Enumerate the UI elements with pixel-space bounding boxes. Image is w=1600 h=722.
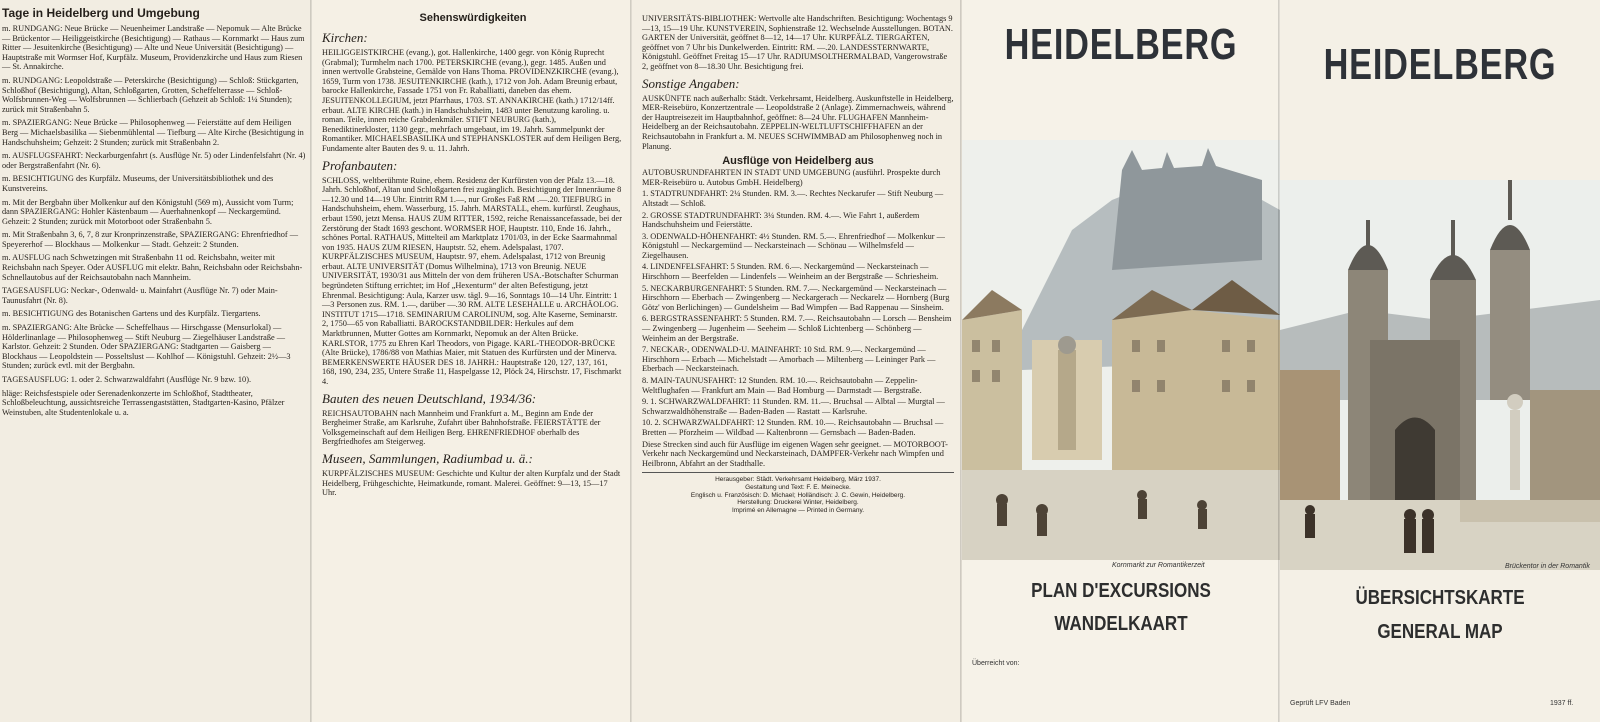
colophon — [642, 472, 954, 514]
sights-section-title: Profanbauten: — [322, 157, 398, 173]
sights-section-title: Museen, Sammlungen, Radiumbad u. ä.: — [322, 450, 533, 466]
year-note: 1937 ff. — [1550, 700, 1574, 707]
excursions-heading: Ausflüge von Heidelberg aus — [722, 155, 874, 168]
day-tour-item: m. BESICHTIGUNG des Botanischen Gartens und des Kurpfälz. Tiergartens. — [2, 309, 261, 319]
cover-subtitle-1: PLAN D'EXCURSIONS — [1031, 580, 1211, 602]
excursions-closing: Diese Strecken sind auch für Ausflüge im eigenen Wagen sehr geeignet. — MOTORBOOT-Verkehr nach Neckargemünd und Neckarsteinach, DAMPFER-Verkehr nach Wimpfen und Heilbronn, Abfahrt an der Stadthalle. — [642, 439, 948, 468]
tour-item: 2. GROSSE STADTRUNDFAHRT: 3¼ Stunden. RM. 4.—. Wie Fahrt 1, außerdem Handschuhsheim und Feierstätte. — [642, 210, 920, 230]
colophon-line: Englisch u. Französisch: D. Michael; Holländisch: J. C. Gewin, Heidelberg. — [690, 491, 906, 499]
presented-by-note: Überreicht von: — [972, 660, 1020, 667]
sights-section-title: Bauten des neuen Deutschland, 1934/36: — [322, 390, 537, 406]
tour-item: 8. MAIN-TAUNUSFAHRT: 12 Stunden. RM. 10.—. Reichsautobahn — Zeppelin-Weltflughafen — Frankfurt am Main — Bad Homburg — Darmstadt — Bergstraße. — [642, 376, 922, 395]
day-tour-item: m. RUNDGANG: Neue Brücke — Neuenheimer Landstraße — Nepomuk — Alte Brücke — Brückentor — Heiliggeistkirche (Besichtigung) — Rathaus — Kornmarkt — Haus zum Ritter — Jesuitenkirche (Besichtigung) — Alte und Neue Universität (Besichtigung) — Hauptstraße mit Wormser Hof, Kurpfälz. Museum, Providenzkirche und Haus zum Riesen — St. Annakirche. — [2, 24, 305, 72]
cover-subtitle-1: ÜBERSICHTSKARTE — [1355, 587, 1525, 609]
cover-subtitle-2: GENERAL MAP — [1377, 621, 1503, 643]
colophon-line: Herstellung: Druckerei Winter, Heidelberg. — [737, 499, 859, 507]
panel-sights — [312, 0, 632, 722]
cover-subtitle-2: WANDELKAART — [1054, 613, 1188, 635]
cover-panel-french-dutch — [962, 0, 1280, 722]
day-tour-item: TAGESAUSFLUG: Neckar-, Odenwald- u. Mainfahrt (Ausflüge Nr. 7) oder Main-Taunusfahrt (Nr. 8). — [2, 286, 278, 305]
sights-sections — [322, 30, 624, 498]
panel1-heading: Tage in Heidelberg und Umgebung — [2, 6, 200, 20]
colophon-line: Gestaltung und Text: F. E. Meinecke. — [745, 483, 851, 491]
cover-caption: Kornmarkt zur Romantikerzeit — [1112, 562, 1205, 569]
tour-item: 10. 2. SCHWARZWALDFAHRT: 12 Stunden. RM. 10.—. Reichsautobahn — Bruchsal — Bretten — Pforzheim — Wildbad — Kaltenbronn — Gernsbach — Baden-Baden. — [642, 418, 944, 437]
sights-section-text: KURPFÄLZISCHES MUSEUM: Geschichte und Kultur der alten Kurpfalz und der Stadt Heidelberg, Frühgeschichte, Heimatkunde, romant. Malerei. Geöffnet: 9—13, 15—17 Uhr. — [322, 468, 621, 498]
tour-item: 9. 1. SCHWARZWALDFAHRT: 11 Stunden. RM. 11.—. Bruchsal — Albtal — Murgtal — Schwarzwaldhöhenstraße — Baden-Baden — Rastatt — Karlsruhe. — [642, 397, 945, 416]
day-tour-item: m. BESICHTIGUNG des Kurpfälz. Museums, der Universitätsbibliothek und des Kunstvereins. — [2, 174, 274, 193]
day-tour-item: m. AUSFLUGSFAHRT: Neckarburgenfahrt (s. Ausflüge Nr. 5) oder Lindenfelsfahrt (Nr. 4) oder Bergstraßenfahrt (Nr. 6). — [2, 151, 306, 170]
day-tour-item: hläge: Reichsfestspiele oder Serenadenkonzerte im Schloßhof, Stadttheater, Schloßbeleuchtung, aussichtsreiche Terrassengaststätten, Stadtgarten-Kasino, Pfälzer Weinstuben, alte Studentenlokale u. a. — [2, 388, 285, 417]
panel-day-tours — [0, 0, 312, 722]
tour-item: 5. NECKARBURGENFAHRT: 5 Stunden. RM. 7.—. Neckargemünd — Neckarsteinach — Hirschhorn — Eberbach — Zwingenberg — Neckargerach — Neckarelz — Hornberg (Burg Götz' von Berlichingen) — Gundelsheim — Bad Wimpfen — Bad Rappenau — Sinsheim. — [642, 283, 950, 312]
sights-section-text: HEILIGGEISTKIRCHE (evang.), got. Hallenkirche, 1400 gegr. von König Ruprecht (Grabmal); Turmhelm nach 1700. PETERSKIRCHE (evang.), gegr. 1485. Außen und innen wertvolle Grabsteine, Gemälde von Hans Thoma. PROVIDENZKIRCHE (evang.), 1659, Turm von 1738. JESUITENKIRCHE (kath.), 1712 von Joh. Adam Breunig erbaut, barocke Hallenkirche, Fassade 1751 von Fr. Raballiatti, daneben das ehem. JESUITENKOLLEGIUM, jetzt Pfarrhaus, 1703. ST. ANNAKIRCHE (kath.) 1712/14ff. erbaut. ALTE KIRCHE (kath.) in Handschuhsheim, 1483 unter Benutzung karoling. u. roman. Teile, innen reiche Grabdenkmäler. STIFT NEUBURG (kath.), Benediktinerkloster, 1130 gegr., mehrfach umgebaut, im 19. Jahrh. Sammelpunkt der Romantiker. MICHAELSBASILIKA und STEPHANSKLOSTER auf dem Heiligen Berg, Fundamente alter Bauten des 9. u. 11. Jahrh. — [322, 48, 622, 153]
tour-item: 4. LINDENFELSFAHRT: 5 Stunden. RM. 6.—. Neckargemünd — Neckarsteinach — Hirschhorn — Beerfelden — Lindenfels — Weinheim an der Bergstraße — Schriesheim. — [642, 262, 939, 282]
day-tour-item: m. Mit der Bergbahn über Molkenkur auf den Königstuhl (569 m), Aussicht vom Turm; dann SPAZIERGANG: Hohler Kästenbaum — Auerhahnenkopf — Neckargemünd. Gehzeit: 2 Stunden; zurück mit Motorboot oder Straßenbahn 5. — [2, 197, 294, 226]
day-tour-item: m. SPAZIERGANG: Neue Brücke — Philosophenweg — Feierstätte auf dem Heiligen Berg — Michaelsbasilika — Siebenmühlental — Tiefburg — Alte Kirche (Besichtigung in Handschuhsheim; Gehzeit: 2 Stunden; zurück mit Straßenbahn 2. — [2, 118, 304, 147]
day-tour-item: TAGESAUSFLUG: 1. oder 2. Schwarzwaldfahrt (Ausflüge Nr. 9 bzw. 10). — [2, 375, 252, 384]
day-tour-item: m. AUSFLUG nach Schwetzingen mit Straßenbahn 11 od. Reichsbahn, weiter mit Reichsbahn nach Speyer. Oder AUSFLUG mit elektr. Bahn, Reichsbahn oder Reichsbahn-Schnellautobus auf der Reichsautobahn nach Mannheim. — [2, 253, 303, 282]
sights-section-text: SCHLOSS, weltberühmte Ruine, ehem. Residenz der Kurfürsten von der Pfalz 13.—18. Jahrh. Schloßhof, Altan und Schloßgarten frei zugänglich. Besichtigung der Innenräume 8—12.30 und 14—19 Uhr. Eintritt RM 1.—, nur Großes Faß RM .—.20. TIEFBURG in Handschuhsheim, ehem. Wasserburg, 15. Jahrh. MARSTALL, ehem. kurfürstl. Zeughaus, erbaut 1590, jetzt Mensa. HAUS ZUM RITTER, 1592, reiche Renaissancefassade, bei der Zerstörung der Stadt 1693 geschont. WORMSER HOF, Hauptstr. 110, Ende 16. Jahrh., schönes Portal. RATHAUS, Mittelteil am Marktplatz 1701/03, in der Ecke Saarmahnmal von 1935. HAUS ZUM RIESEN, Hauptstr. 52, ehem. Adelspalast, 1707. KURPFÄLZISCHES MUSEUM, Hauptstr. 97, ehem. Adelspalast, 1712 von Breunig erbaut. ALTE UNIVERSITÄT (Domus Wilhelmina), 1713 von Breunig. NEUE UNIVERSITÄT, 1930/31 aus Mitteln der von dem früheren USA.-Botschafter Schurman begründeten Stiftung errichtet; im Hof „Hexenturm“ der alten Befestigung, jetzt Ehrenmal. Besichtigung: Aula, Karzer usw. tägl. 9—16, Sonntags 10—14 Uhr. Eintritt: 1—3 Personen zus. RM. 1.—, darüber —.30 RM. ALTE LESEHALLE u. ARCHÄOLOG. INSTITUT 1715—1718. SEMINARIUM CAROLINUM, sog. Alte Kaserne, Seminarstr. 2, 1750—65 von Raballiatti. BAROCKSTANDBILDER: Herkules auf dem Marktbrunnen, Mutter Gottes am Kornmarkt, Nepomuk an der Alten Brücke. KARLSTOR, 1775 zu Ehren Karl Theodors, von Pigage. KARL-THEODOR-BRÜCKE (Alte Brücke), 1786/88 von Mathias Maier, mit Statuen des Kurfürsten und der Minerva. BEMERKENSWERTE HÄUSER DES 18. JAHRH.: Hauptstraße 120, 127, 137, 161, 168, 190, 234, 235, Untere Straße 11, Haspelgasse 12, Plöck 24, Hirschstr. 17, Fischmarkt 4. — [322, 175, 622, 386]
tour-item: 3. ODENWALD-HÖHENFAHRT: 4½ Stunden. RM. 5.—. Ehrenfriedhof — Molkenkur — Königstuhl — Neckargemünd — Neckarsteinach — Schönau — Wilhelmsfeld — Ziegelhausen. — [642, 231, 945, 260]
tour-item: 1. STADTRUNDFAHRT: 2¼ Stunden. RM. 3.—. Rechtes Neckarufer — Stift Neuburg — Altstadt — Schloß. — [642, 189, 944, 208]
sights-section-text: REICHSAUTOBAHN nach Mannheim und Frankfurt a. M., Beginn am Ende der Bergheimer Straße, am Karlsruhe, Zufahrt über Bahnhofstraße. FEIERSTÄTTE der Volksgemeinschaft auf dem Heiligen Berg. EHRENFRIEDHOF oberhalb des Bergfriedhofes am Steigerweg. — [322, 408, 601, 447]
brueckentor-illustration — [1280, 180, 1600, 570]
library-info-text: UNIVERSITÄTS-BIBLIOTHEK: Wertvolle alte Handschriften. Besichtigung: Wochentags 9—13, 15—19 Uhr. KUNSTVEREIN, Sophienstraße 12. Wechselnde Ausstellungen. BOTAN. GARTEN der Universität, geöffnet 8—12, 14—17 Uhr. KURPFÄLZ. TIERGARTEN, geöffnet von 7 Uhr bis Dunkelwerden. Eintritt: RM. —.20. LANDESSTERNWARTE, Königstuhl. Geöffnet Freitag 15—17 Uhr. RADIUMSOLTHERMALBAD, Vangerowstraße 2, geöffnet von 8—18.30 Uhr. Besichtigung frei. — [642, 14, 953, 71]
panel-excursions — [632, 0, 962, 722]
sonstige-heading: Sonstige Angaben: — [642, 75, 740, 91]
day-tour-item: m. SPAZIERGANG: Alte Brücke — Scheffelhaus — Hirschgasse (Mensurlokal) — Hölderlinanlage — Philosophenweg — Stift Neuburg — Ziegelhäuser Landstraße — Karlstor. Gehzeit: 2 Stunden. Oder SPAZIERGANG: Stadtgarten — Gaisberg — Blockhaus — Leopoldstein — Posseltslust — Kohlhof — Königstuhl. Gehzeit: 2½—3 Stunden; zurück evtl. mit der Bergbahn. — [2, 323, 291, 371]
sights-section-title: Kirchen: — [322, 30, 368, 45]
tour-item: 6. BERGSTRASSENFAHRT: 5 Stunden. RM. 7.—. Reichsautobahn — Lorsch — Bensheim — Zwingenberg — Jugenheim — Seeheim — Schloß Lichtenberg — Schönberg — Weinheim an der Bergstraße. — [642, 314, 952, 343]
approval-note: Geprüft LFV Baden — [1290, 700, 1351, 707]
cover-title: HEIDELBERG — [1323, 40, 1557, 89]
excursions-intro: AUTOBUSRUNDFAHRTEN IN STADT UND UMGEBUNG (ausführl. Prospekte durch MER-Reisebüro u. Autobus GmbH. Heidelberg) — [642, 168, 941, 187]
day-tour-list — [2, 24, 306, 417]
colophon-line: Herausgeber: Städt. Verkehrsamt Heidelberg, März 1937. — [715, 476, 881, 484]
day-tour-item: m. Mit Straßenbahn 3, 6, 7, 8 zur Kronprinzenstraße, SPAZIERGANG: Ehrenfriedhof — Speyererhof — Blockhaus — Molkenkur — Stadt. Gehzeit: 2 Stunden. — [2, 230, 299, 249]
kornmarkt-illustration — [962, 140, 1280, 560]
tour-list — [642, 189, 954, 437]
colophon-line: Imprimé en Allemagne — Printed in Germany. — [731, 506, 865, 514]
tour-item: 7. NECKAR-, ODENWALD-U. MAINFAHRT: 10 Std. RM. 9.—. Neckargemünd — Hirschhorn — Erbach — Michelstadt — Amorbach — Miltenberg — Leininger Park — Eberbach — Neckarsteinach. — [642, 345, 936, 374]
cover-panel-german-english — [1280, 0, 1600, 722]
day-tour-item: m. RUNDGANG: Leopoldstraße — Peterskirche (Besichtigung) — Schloß: Stückgarten, Schloßhof (Besichtigung), Altan, Schloßgarten, Grotten, Scheffelterrasse — Schloß-Wolfsbrunnen-Weg — Wolfsbrunnen — Schlierbach (Gehzeit ab Schloß: 1¼ Stunden); zurück mit Straßenbahn 5. — [2, 75, 299, 114]
sonstige-text: AUSKÜNFTE nach außerhalb: Städt. Verkehrsamt, Heidelberg. Auskunftstelle in Heidelberg, MER-Reisebüro, Konzertzentrale — Leopoldstraße 2 (Anlage). Zimmernachweis, während der Hauptreisezeit im Hauptbahnhof, geöffnet: 8—24 Uhr. FLUGHAFEN Mannheim-Heidelberg an der Reichsautobahn. ZEPPELIN-WELTLUFTSCHIFFHAFEN an der Reichsautobahn in Frankfurt a. M. NEUES SCHWIMMBAD am Philosophenweg noch in Planung. — [642, 93, 954, 151]
cover-caption: Brückentor in der Romantik — [1505, 563, 1590, 570]
panel2-heading: Sehenswürdigkeiten — [419, 12, 527, 24]
cover-title: HEIDELBERG — [1004, 20, 1238, 69]
